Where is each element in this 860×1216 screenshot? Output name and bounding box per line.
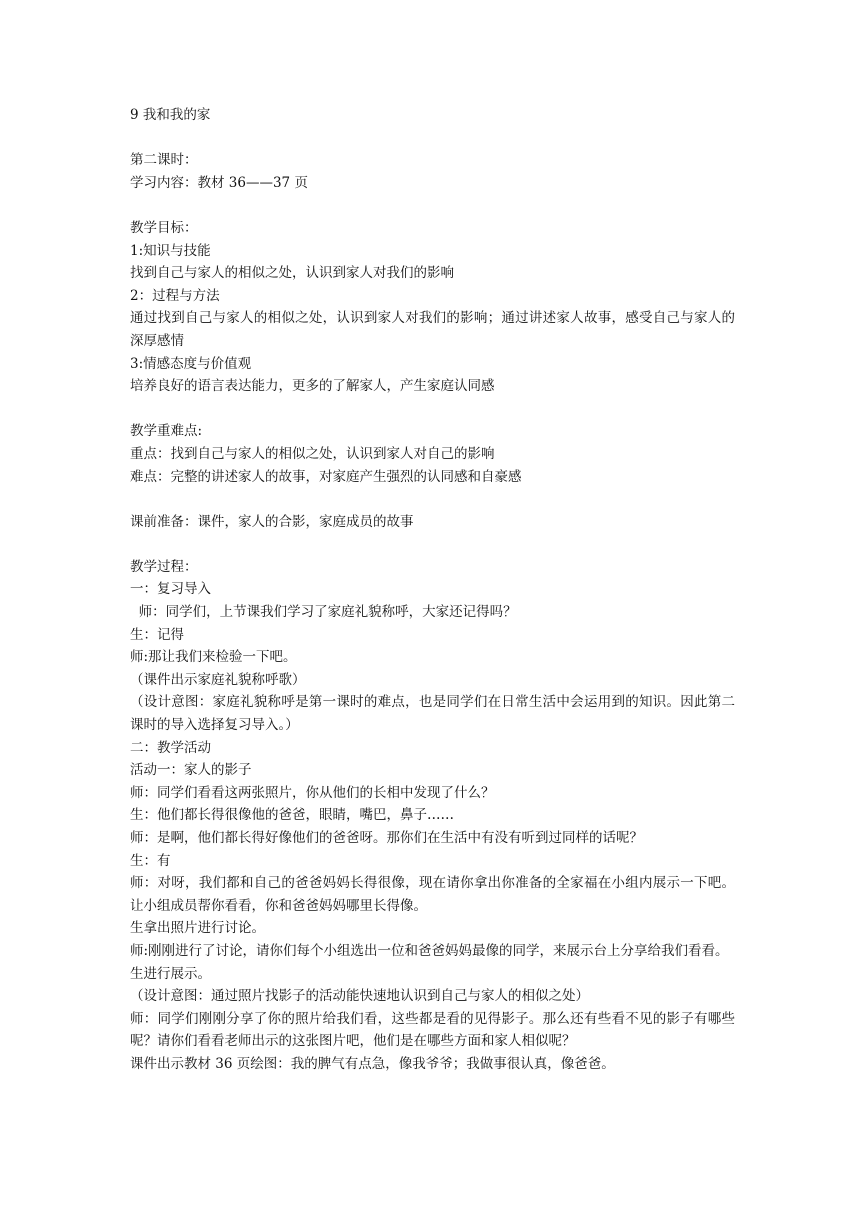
process-paragraph: 生：有 xyxy=(130,852,171,869)
key-points-heading: 教学重难点: xyxy=(130,423,203,440)
objective-1-text: 找到自己与家人的相似之处，认识到家人对我们的影响 xyxy=(130,265,454,282)
process-paragraph: 师：同学们看看这两张照片，你从他们的长相中发现了什么？ xyxy=(130,784,495,801)
lesson-label: 第二课时： xyxy=(130,152,198,169)
spacer xyxy=(130,488,735,511)
section-2-heading: 二：教学活动 xyxy=(130,739,211,756)
process-paragraph: 师：同学们，上节课我们学习了家庭礼貌称呼，大家还记得吗？ xyxy=(130,604,517,621)
process-paragraph: 生：记得 xyxy=(130,626,184,643)
spacer xyxy=(130,398,735,421)
process-paragraph: 师：是啊，他们都长得好像他们的爸爸呀。那你们在生活中有没有听到过同样的话呢？ xyxy=(130,830,643,846)
process-heading: 教学过程： xyxy=(130,558,198,575)
objective-3-heading: 3:情感态度与价值观 xyxy=(130,355,252,372)
key-point: 重点：找到自己与家人的相似之处，认识到家人对自己的影响 xyxy=(130,445,495,462)
section-1-heading: 一：复习导入 xyxy=(130,581,211,598)
preparation: 课前准备：课件，家人的合影，家庭成员的故事 xyxy=(130,513,414,530)
objectives-heading: 教学目标： xyxy=(130,219,198,236)
spacer xyxy=(130,533,735,556)
objective-2-heading: 2：过程与方法 xyxy=(130,287,220,304)
process-paragraph: 师：对呀，我们都和自己的爸爸妈妈长得很像，现在请你拿出你准备的全家福在小组内展示一下吧。让小组成员帮你看看，你和爸爸妈妈哪里长得像。 xyxy=(130,875,735,914)
objective-2-text: 通过找到自己与家人的相似之处，认识到家人对我们的影响；通过讲述家人故事，感受自己与家人的深厚感情 xyxy=(130,310,735,349)
process-paragraph: 生：他们都长得很像他的爸爸，眼睛，嘴巴，鼻子…… xyxy=(130,807,454,824)
content-line: 学习内容：教材 36——37 页 xyxy=(130,174,308,191)
process-paragraph: 师:那让我们来检验一下吧。 xyxy=(130,649,297,666)
activity-1-heading: 活动一：家人的影子 xyxy=(130,762,252,779)
process-paragraph: （课件出示家庭礼貌称呼歌） xyxy=(130,671,306,688)
objective-1-heading: 1:知识与技能 xyxy=(130,242,211,259)
design-intent-paragraph: （设计意图：通过照片找影子的活动能快速地认识到自己与家人的相似之处） xyxy=(130,988,589,1005)
spacer xyxy=(130,127,735,150)
process-paragraph: 生进行展示。 xyxy=(130,965,211,982)
document-body xyxy=(130,104,735,1076)
design-intent-paragraph: （设计意图：家庭礼貌称呼是第一课时的难点，也是同学们在日常生活中会运用到的知识。因此第二课时的导入选择复习导入。） xyxy=(130,694,735,734)
process-paragraph: 生拿出照片进行讨论。 xyxy=(130,920,265,937)
difficult-point: 难点：完整的讲述家人的故事，对家庭产生强烈的认同感和自豪感 xyxy=(130,468,522,485)
process-paragraph: 师:刚刚进行了讨论，请你们每个小组选出一位和爸爸妈妈最像的同学，来展示台上分享给我们看看。 xyxy=(130,942,729,959)
objective-3-text: 培养良好的语言表达能力，更多的了解家人，产生家庭认同感 xyxy=(130,378,495,395)
process-paragraph: 课件出示教材 36 页绘图：我的脾气有点急，像我爷爷；我做事很认真，像爸爸。 xyxy=(130,1055,615,1072)
spacer xyxy=(130,194,735,217)
document-title: 9 我和我的家 xyxy=(130,107,211,123)
process-paragraph: 师：同学们刚刚分享了你的照片给我们看，这些都是看的见得影子。那么还有些看不见的影子有哪些呢？请你们看看老师出示的这张图片吧，他们是在哪些方面和家人相似呢？ xyxy=(130,1010,735,1050)
